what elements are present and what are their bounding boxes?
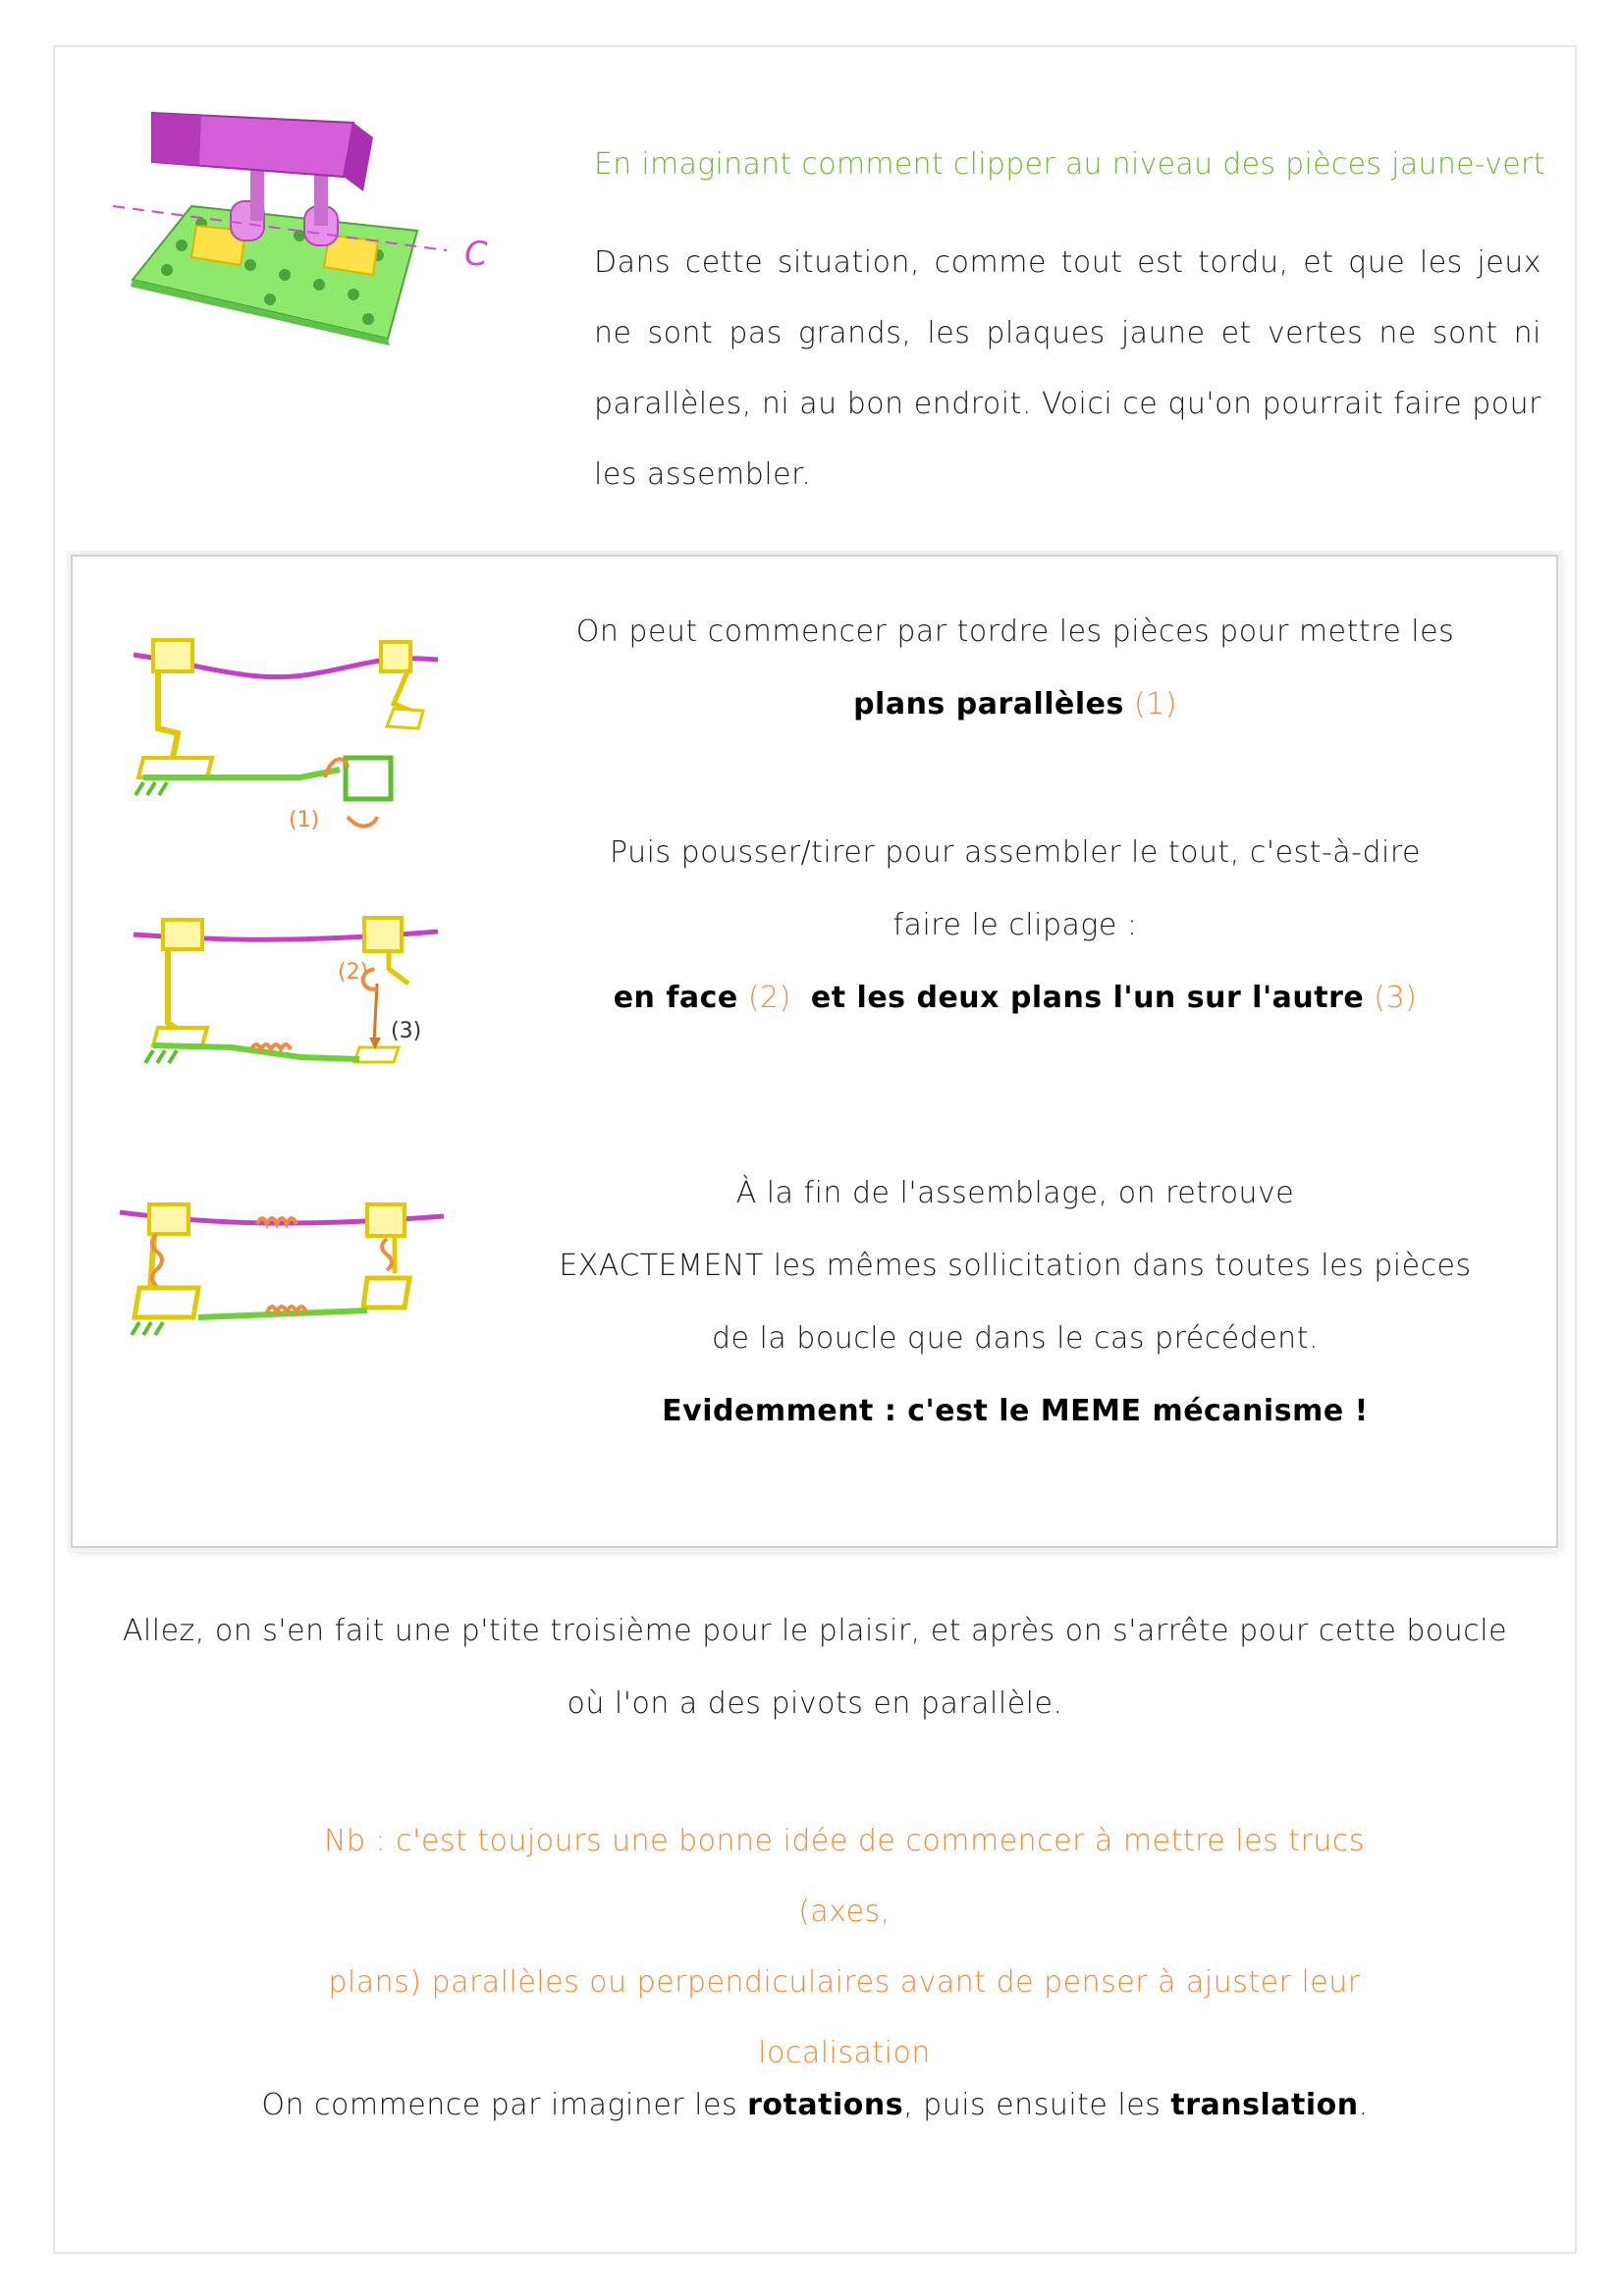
step-3-line3: de la boucle que dans le cas précédent. [712, 1321, 1319, 1356]
step-1-line2 [544, 668, 1486, 741]
sketch-2-label-b: (3) [391, 1019, 422, 1043]
sketch-step-3 [110, 1195, 454, 1371]
step-3-line1: À la fin de l'assemblage, on retrouve [735, 1176, 1295, 1210]
sketch-1-label: (1) [289, 808, 320, 832]
step-3-bold: Evidemment : c'est le MEME mécanisme ! [662, 1394, 1369, 1428]
outro-paragraph [88, 1595, 1541, 1740]
final-bold-translation: translation [1170, 2088, 1359, 2122]
step-2-num-a: (2) [747, 981, 791, 1015]
step-3-text [544, 1157, 1486, 1448]
step-1-text [544, 596, 1486, 741]
section-title: En imaginant comment clipper au niveau des pièces jaune-vert [594, 147, 1545, 182]
steps-box [71, 555, 1558, 1548]
final-pre: On commence par imaginer les [261, 2088, 738, 2122]
step-2-bold-a: en face [613, 981, 738, 1015]
final-mid: , puis ensuite les [903, 2088, 1162, 2122]
note-paragraph [295, 1806, 1394, 2089]
step-2-line1: Puis pousser/tirer pour assembler le tout, c'est-à-dire [610, 835, 1421, 870]
sketch-2-label-a: (2) [338, 960, 369, 985]
step-1-num: (1) [1133, 687, 1177, 721]
note-line2: plans) parallèles ou perpendiculaires avant de penser à ajuster leur [328, 1965, 1361, 2000]
sketch-step-1 [124, 630, 448, 841]
note-line1: Nb : c'est toujours une bonne idée de commencer à mettre les trucs (axes, [323, 1824, 1365, 1929]
step-3-line2: EXACTEMENT les mêmes sollicitation dans toutes les pièces [559, 1249, 1472, 1283]
assembly-illustration [123, 108, 515, 344]
step-1-bold: plans parallèles [853, 687, 1124, 721]
step-1-line1: On peut commencer par tordre les pièces pour mettre les [575, 614, 1455, 649]
final-post: . [1358, 2088, 1369, 2122]
final-bold-rotations: rotations [747, 2088, 904, 2122]
step-2-text [544, 817, 1486, 1035]
step-2-num-b: (3) [1374, 981, 1418, 1015]
step-2-line2: faire le clipage : [892, 908, 1138, 942]
outro-line2: où l'on a des pivots en parallèle. [567, 1686, 1063, 1721]
final-sentence [88, 2088, 1541, 2122]
sketch-step-2 [124, 910, 448, 1096]
intro-paragraph: Dans cette situation, comme tout est tordu, et que les jeux ne sont pas grands, les plaques jaune et vertes ne sont ni parallèles, ni au bon endroit. Voici ce qu'on pourrait faire pour les assembler. [594, 245, 1541, 492]
step-2-bold-b: et les deux plans l'un sur l'autre [810, 981, 1365, 1015]
axis-label: C [464, 235, 488, 274]
note-line3: localisation [758, 2036, 931, 2070]
outro-line1: Allez, on s'en fait une p'tite troisième pour le plaisir, et après on s'arrête pour cette boucle [122, 1614, 1508, 1648]
step-2-line3 [544, 962, 1486, 1035]
